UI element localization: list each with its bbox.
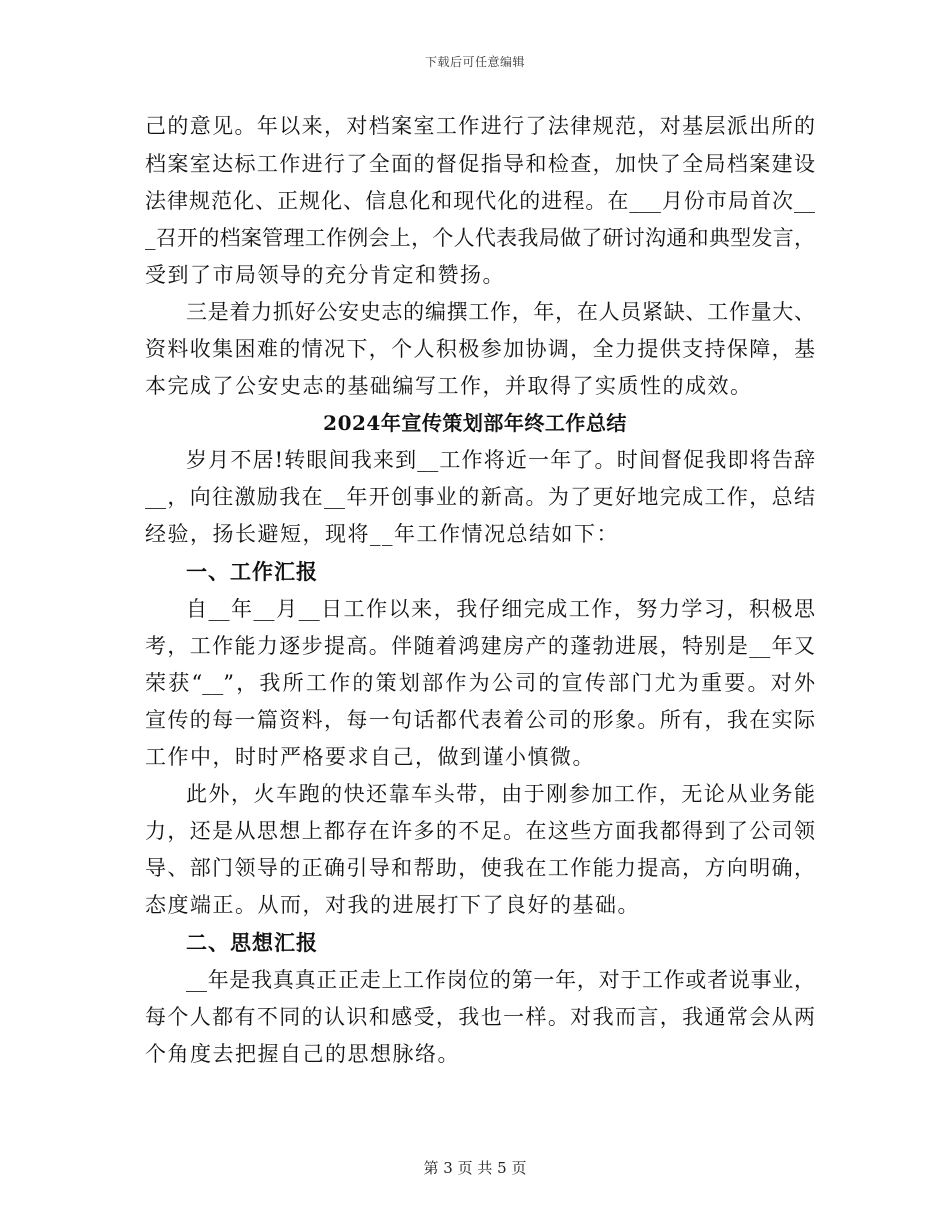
body-line: 己的意见。年以来，对档案室工作进行了法律规范，对基层派出所的 — [145, 114, 815, 138]
body-line: __，向往激励我在__年开创事业的新高。为了更好地完成工作，总结 — [145, 485, 815, 509]
body-line: 此外，火车跑的快还靠车头带，由于刚参加工作，无论从业务能 — [186, 782, 815, 806]
heading-thought-report: 二、思想汇报 — [186, 930, 318, 955]
body-line: 力，还是从思想上都存在许多的不足。在这些方面我都得到了公司领 — [145, 819, 815, 843]
body-line: __年是我真真正正走上工作岗位的第一年，对于工作或者说事业， — [186, 968, 815, 992]
body-line: _召开的档案管理工作例会上，个人代表我局做了研讨沟通和典型发言， — [145, 226, 815, 250]
body-line: 档案室达标工作进行了全面的督促指导和检查，加快了全局档案建设 — [145, 152, 815, 176]
heading-work-report: 一、工作汇报 — [186, 559, 318, 584]
body-line: 个角度去把握自己的思想脉络。 — [145, 1042, 460, 1066]
body-line: 自__年__月__日工作以来，我仔细完成工作，努力学习，积极思 — [186, 597, 815, 621]
body-line: 工作中，时时严格要求自己，做到谨小慎微。 — [145, 745, 595, 769]
body-line: 三是着力抓好公安史志的编撰工作，年，在人员紧缺、工作量大、 — [186, 300, 815, 324]
body-line: 受到了市局领导的充分肯定和赞扬。 — [145, 263, 505, 287]
body-line: 法律规范化、正规化、信息化和现代化的进程。在___月份市局首次__ — [145, 189, 815, 213]
body-line: 资料收集困难的情况下，个人积极参加协调，全力提供支持保障，基 — [145, 337, 815, 361]
section-title: 2024年宣传策划部年终工作总结 — [323, 411, 627, 435]
body-line: 本完成了公安史志的基础编写工作，并取得了实质性的成效。 — [145, 374, 753, 398]
body-line: 考，工作能力逐步提高。伴随着鸿建房产的蓬勃进展，特别是__年又 — [145, 634, 815, 658]
body-line: 经验，扬长避短，现将__年工作情况总结如下： — [145, 522, 619, 546]
page-footer: 第 3 页 共 5 页 — [423, 1159, 527, 1177]
body-line: 导、部门领导的正确引导和帮助，使我在工作能力提高，方向明确， — [145, 856, 815, 880]
body-line: 岁月不居!转眼间我来到__工作将近一年了。时间督促我即将告辞 — [186, 448, 815, 472]
body-line: 荣获“__”，我所工作的策划部作为公司的宣传部门尤为重要。对外 — [145, 671, 815, 695]
body-line: 态度端正。从而，对我的进展打下了良好的基础。 — [145, 893, 640, 917]
page-header: 下载后可任意编辑 — [424, 55, 525, 69]
body-line: 每个人都有不同的认识和感受，我也一样。对我而言，我通常会从两 — [145, 1005, 815, 1029]
body-line: 宣传的每一篇资料，每一句话都代表着公司的形象。所有，我在实际 — [145, 708, 815, 732]
